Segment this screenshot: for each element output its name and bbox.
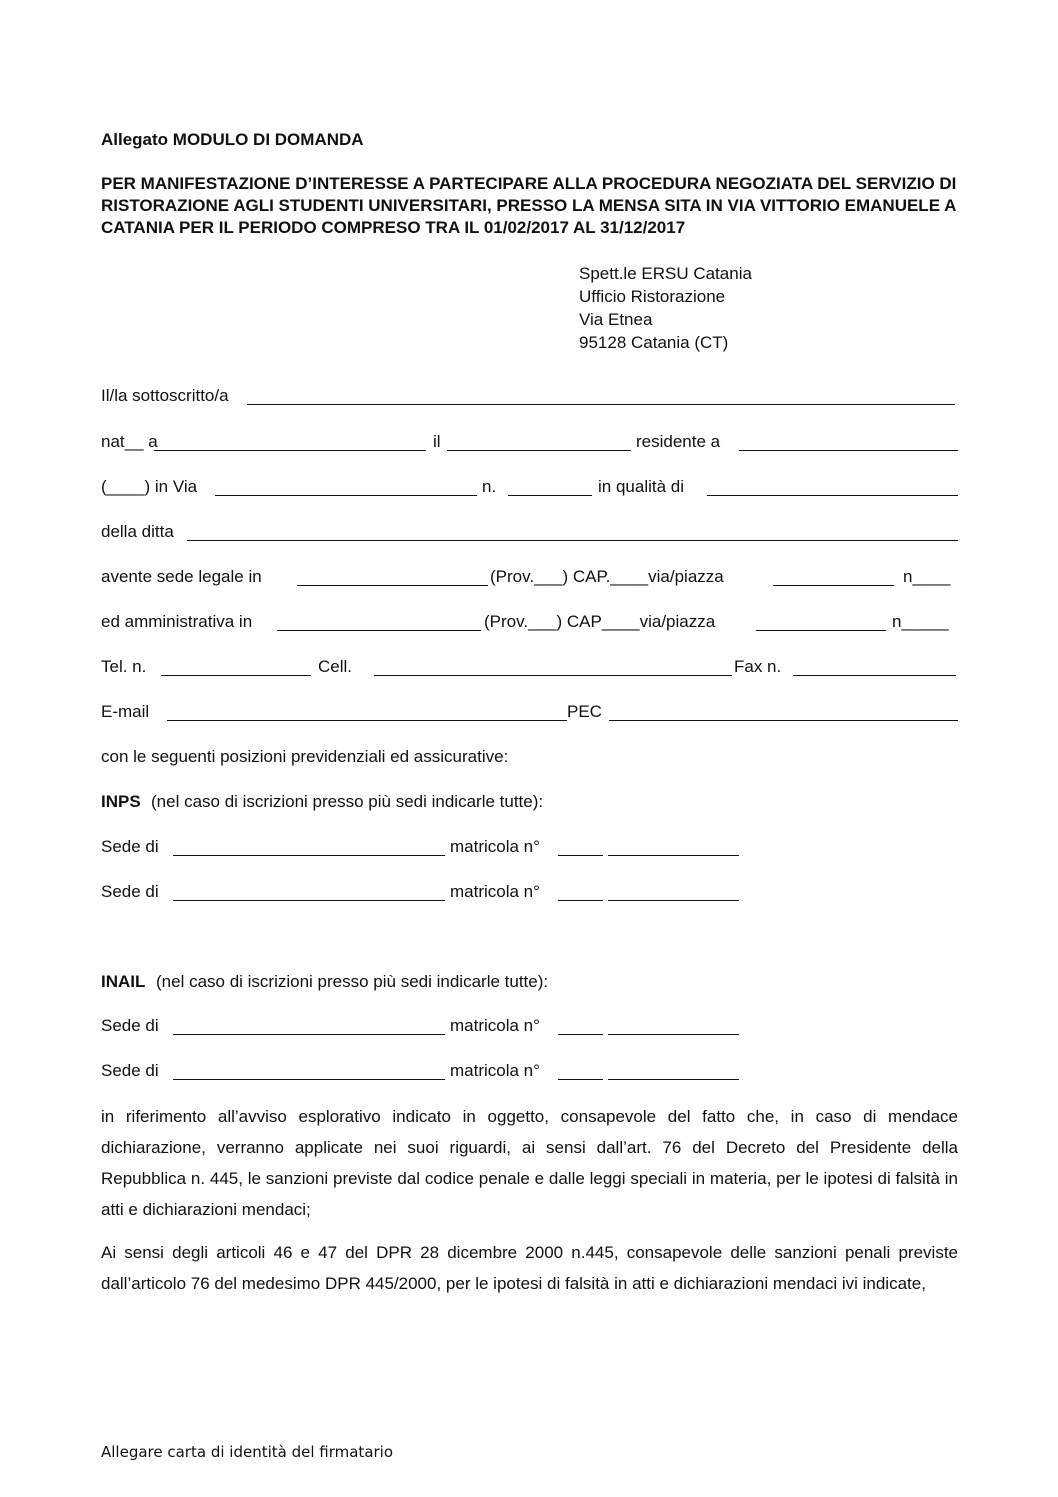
inail-seat-field-1[interactable]: [173, 1034, 445, 1035]
legal-seat-street-field[interactable]: [773, 585, 894, 586]
inps-matricola-field-2[interactable]: [608, 900, 739, 901]
admin-seat-label: ed amministrativa in: [101, 612, 253, 631]
inail-matricola-field-2[interactable]: [608, 1079, 739, 1080]
birth-row: [101, 430, 958, 454]
admin-seat-city-field[interactable]: [277, 630, 481, 631]
admin-seat-row: [101, 610, 958, 634]
inps-heading-row: [101, 790, 958, 814]
positions-intro-row: [101, 745, 958, 769]
legal-seat-city-field[interactable]: [297, 585, 488, 586]
company-row: [101, 520, 958, 544]
inail-matricola-prefix-field-1[interactable]: [558, 1034, 603, 1035]
pec-label: PEC: [567, 702, 602, 721]
cell-label: Cell.: [318, 657, 353, 676]
admin-seat-prov-cap-label: (Prov.___) CAP____via/piazza: [484, 612, 716, 631]
admin-seat-number-label: n_____: [892, 612, 949, 631]
attachment-title: Allegato MODULO DI DOMANDA: [101, 130, 364, 149]
inail-matricola-prefix-field-2[interactable]: [558, 1079, 603, 1080]
inps-seat-field-2[interactable]: [173, 900, 445, 901]
positions-intro: con le seguenti posizioni previdenziali ed assicurative:: [101, 747, 509, 766]
born-label: nat__ a: [101, 432, 158, 451]
inps-matricola-prefix-field-1[interactable]: [558, 855, 603, 856]
recipient-address: [579, 262, 752, 354]
inps-label: INPS: [101, 792, 141, 811]
company-field[interactable]: [187, 540, 958, 541]
footer-note: Allegare carta di identità del firmatario: [101, 1443, 394, 1461]
inail-seat-row-1: [101, 1014, 958, 1038]
inail-matricola-label-1: matricola n°: [450, 1016, 540, 1035]
inail-label: INAIL: [101, 972, 146, 991]
email-field[interactable]: [167, 720, 567, 721]
tel-label: Tel. n.: [101, 657, 147, 676]
province-via-label: (____) in Via: [101, 477, 198, 496]
undersigned-label: Il/la sottoscritto/a: [101, 386, 229, 405]
email-label: E-mail: [101, 702, 150, 721]
inps-seat-row-1: [101, 835, 958, 859]
declaration-paragraph-1: in riferimento all’avviso esplorativo indicato in oggetto, consapevole del fatto che, in caso di mendace dichiarazione, verranno applicate nei suoi riguardi, ai sensi dall’art. 76 del Decreto del Presidente della Repubblica n. 445, le sanzioni previste dal codice penale e dalle leggi speciali in materia, per le ipotesi di falsità in atti e dichiarazioni mendaci;: [101, 1107, 958, 1219]
inps-matricola-label-1: matricola n°: [450, 837, 540, 856]
inail-seat-label-2: Sede di: [101, 1061, 159, 1080]
capacity-label: in qualità di: [598, 477, 685, 496]
company-label: della ditta: [101, 522, 174, 541]
recipient-line-2: Ufficio Ristorazione: [579, 287, 726, 306]
recipient-line-4: 95128 Catania (CT): [579, 333, 729, 352]
phone-row: [101, 655, 958, 679]
inps-seat-label-2: Sede di: [101, 882, 159, 901]
declaration-paragraph-2: Ai sensi degli articoli 46 e 47 del DPR 28 dicembre 2000 n.445, consapevole delle sanzioni penali previste dall’articolo 76 del medesimo DPR 445/2000, per le ipotesi di falsità in atti e dichiarazioni mendaci ivi indicate,: [101, 1243, 958, 1293]
street-field[interactable]: [215, 495, 477, 496]
birthplace-field[interactable]: [154, 450, 426, 451]
admin-seat-street-field[interactable]: [756, 630, 886, 631]
fax-field[interactable]: [793, 675, 956, 676]
capacity-field[interactable]: [707, 495, 958, 496]
resident-label: residente a: [636, 432, 721, 451]
inail-note: (nel caso di iscrizioni presso più sedi indicarle tutte):: [156, 972, 549, 991]
legal-seat-number-label: n____: [903, 567, 951, 586]
recipient-line-3: Via Etnea: [579, 310, 653, 329]
recipient-line-1: Spett.le ERSU Catania: [579, 264, 752, 283]
inail-seat-label-1: Sede di: [101, 1016, 159, 1035]
inps-seat-row-2: [101, 880, 958, 904]
cell-field[interactable]: [374, 675, 732, 676]
address-row: [101, 475, 958, 499]
inail-seat-row-2: [101, 1059, 958, 1083]
fax-label: Fax n.: [734, 657, 782, 676]
inail-heading-row: [101, 970, 958, 994]
street-number-label: n.: [482, 477, 497, 496]
inail-seat-field-2[interactable]: [173, 1079, 445, 1080]
inps-matricola-field-1[interactable]: [608, 855, 739, 856]
undersigned-row: [101, 384, 958, 408]
legal-seat-label: avente sede legale in: [101, 567, 262, 586]
tel-field[interactable]: [161, 675, 311, 676]
inail-matricola-label-2: matricola n°: [450, 1061, 540, 1080]
inps-matricola-label-2: matricola n°: [450, 882, 540, 901]
street-number-field[interactable]: [508, 495, 592, 496]
legal-seat-row: [101, 565, 958, 589]
legal-seat-prov-cap-label: (Prov.___) CAP.____via/piazza: [490, 567, 724, 586]
birthdate-field[interactable]: [447, 450, 631, 451]
residence-field[interactable]: [739, 450, 958, 451]
undersigned-name-field[interactable]: [247, 404, 955, 405]
birthdate-label: il: [433, 432, 441, 451]
inps-matricola-prefix-field-2[interactable]: [558, 900, 603, 901]
pec-field[interactable]: [609, 720, 958, 721]
inail-matricola-field-1[interactable]: [608, 1034, 739, 1035]
inps-note: (nel caso di iscrizioni presso più sedi indicarle tutte):: [151, 792, 544, 811]
document-heading: PER MANIFESTAZIONE D’INTERESSE A PARTECIPARE ALLA PROCEDURA NEGOZIATA DEL SERVIZIO DI RISTORAZIONE AGLI STUDENTI UNIVERSITARI, PRESSO LA MENSA SITA IN VIA VITTORIO EMANUELE A CATANIA PER IL PERIODO COMPRESO TRA IL 01/02/2017 AL 31/12/2017: [101, 174, 957, 237]
inps-seat-field-1[interactable]: [173, 855, 445, 856]
inps-seat-label-1: Sede di: [101, 837, 159, 856]
email-row: [101, 700, 958, 724]
